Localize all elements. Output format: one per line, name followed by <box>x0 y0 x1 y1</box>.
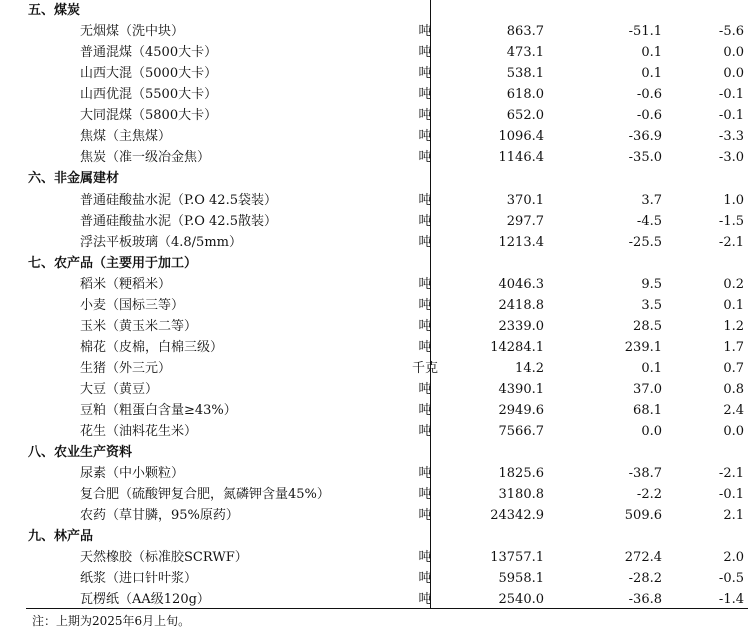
percent-change-cell: -0.1 <box>718 108 744 124</box>
change-cell: 3.5 <box>641 297 662 313</box>
percent-change-cell: 0.8 <box>723 381 744 397</box>
table-row <box>26 421 748 442</box>
table-row <box>26 568 748 589</box>
section-title: 五、煤炭 <box>28 3 81 18</box>
table-row <box>26 316 748 337</box>
change-cell: -28.2 <box>628 571 662 587</box>
table-row <box>26 274 748 295</box>
change-cell: 272.4 <box>624 550 662 566</box>
price-cell: 2540.0 <box>498 592 544 608</box>
section-header-row <box>26 442 748 463</box>
table-row <box>26 211 748 232</box>
table-row <box>26 463 748 484</box>
section-header-row <box>26 168 748 189</box>
change-cell: -36.8 <box>628 592 662 608</box>
unit-cell: 吨 <box>418 550 432 566</box>
unit-cell: 吨 <box>418 466 432 482</box>
table-row <box>26 232 748 253</box>
unit-cell: 吨 <box>418 592 432 608</box>
product-name: 玉米（黄玉米二等） <box>80 318 198 334</box>
price-table <box>26 0 748 609</box>
unit-cell: 吨 <box>418 297 432 313</box>
product-name: 大同混煤（5800大卡） <box>80 108 218 124</box>
price-cell: 1213.4 <box>498 234 544 250</box>
price-cell: 863.7 <box>506 24 544 40</box>
change-cell: -36.9 <box>628 129 662 145</box>
price-cell: 1096.4 <box>498 129 544 145</box>
table-row <box>26 63 748 84</box>
change-cell: -38.7 <box>628 466 662 482</box>
product-name: 浮法平板玻璃（4.8/5mm） <box>80 234 242 250</box>
percent-change-cell: 0.0 <box>723 424 744 439</box>
percent-change-cell: 2.0 <box>723 550 744 566</box>
price-cell: 538.1 <box>506 66 544 82</box>
percent-change-cell: 0.1 <box>723 297 744 313</box>
percent-change-cell: 0.0 <box>723 45 744 61</box>
footnote: 注：上期为2025年6月上旬。 <box>32 614 191 628</box>
product-name: 大豆（黄豆） <box>80 381 159 397</box>
table-row <box>26 105 748 126</box>
unit-cell: 吨 <box>418 276 432 292</box>
percent-change-cell: -3.3 <box>718 129 744 145</box>
product-name: 复合肥（硫酸钾复合肥，氮磷钾含量45%） <box>80 487 330 503</box>
unit-cell: 吨 <box>418 150 432 166</box>
section-header-row <box>26 0 748 21</box>
percent-change-cell: -3.0 <box>718 150 744 166</box>
unit-cell: 吨 <box>418 87 432 103</box>
percent-change-cell: -0.1 <box>718 87 744 103</box>
unit-cell: 吨 <box>418 66 432 82</box>
price-cell: 1825.6 <box>498 466 544 482</box>
product-name: 棉花（皮棉，白棉三级） <box>80 339 224 355</box>
product-name: 尿素（中小颗粒） <box>80 466 185 482</box>
percent-change-cell: 1.0 <box>723 192 744 208</box>
change-cell: -4.5 <box>636 213 662 229</box>
change-cell: 0.0 <box>641 424 662 439</box>
section-title: 八、农业生产资料 <box>28 445 133 461</box>
percent-change-cell: -1.5 <box>718 213 744 229</box>
table-row <box>26 295 748 316</box>
percent-change-cell: 0.2 <box>723 276 744 292</box>
price-cell: 1146.4 <box>498 150 544 166</box>
price-cell: 5958.1 <box>498 571 544 587</box>
section-header-row <box>26 526 748 547</box>
unit-cell: 吨 <box>418 402 432 418</box>
unit-cell: 吨 <box>418 424 432 439</box>
unit-cell: 吨 <box>418 487 432 503</box>
change-cell: 28.5 <box>633 318 662 334</box>
price-cell: 4046.3 <box>498 276 544 292</box>
table-row <box>26 337 748 358</box>
percent-change-cell: 1.2 <box>723 318 744 334</box>
section-title: 七、农产品（主要用于加工） <box>28 255 198 271</box>
change-cell: -0.6 <box>636 108 662 124</box>
product-name: 花生（油料花生米） <box>80 424 198 439</box>
price-cell: 2418.8 <box>498 297 544 313</box>
product-name: 瓦楞纸（AA级120g） <box>80 592 210 608</box>
product-name: 无烟煤（洗中块） <box>80 24 185 40</box>
price-cell: 7566.7 <box>498 424 544 439</box>
unit-cell: 吨 <box>418 108 432 124</box>
percent-change-cell: -2.1 <box>718 466 744 482</box>
table-row <box>26 84 748 105</box>
unit-cell: 吨 <box>418 234 432 250</box>
product-name: 焦炭（准一级冶金焦） <box>80 150 211 166</box>
unit-cell: 吨 <box>418 129 432 145</box>
percent-change-cell: 0.7 <box>723 360 744 376</box>
percent-change-cell: -1.4 <box>718 592 744 608</box>
percent-change-cell: -5.6 <box>718 24 744 40</box>
product-name: 天然橡胶（标准胶SCRWF） <box>80 550 248 566</box>
change-cell: 0.1 <box>641 66 662 82</box>
product-name: 稻米（粳稻米） <box>80 276 172 292</box>
unit-cell: 吨 <box>418 339 432 355</box>
change-cell: 0.1 <box>641 45 662 61</box>
product-name: 山西大混（5000大卡） <box>80 66 218 82</box>
unit-cell: 吨 <box>418 45 432 61</box>
table-row <box>26 379 748 400</box>
product-name: 纸浆（进口针叶浆） <box>80 571 198 587</box>
price-cell: 3180.8 <box>498 487 544 503</box>
product-name: 农药（草甘膦，95%原药） <box>80 508 239 524</box>
change-cell: -35.0 <box>628 150 662 166</box>
table-row <box>26 42 748 63</box>
unit-cell: 吨 <box>418 571 432 587</box>
table-row <box>26 147 748 168</box>
change-cell: 0.1 <box>641 360 662 376</box>
price-cell: 4390.1 <box>498 381 544 397</box>
price-cell: 2949.6 <box>498 402 544 418</box>
unit-cell: 吨 <box>418 192 432 208</box>
unit-cell: 吨 <box>418 318 432 334</box>
section-title: 九、林产品 <box>28 529 94 545</box>
product-name: 生猪（外三元） <box>80 360 172 376</box>
change-cell: 37.0 <box>633 381 662 397</box>
percent-change-cell: 2.1 <box>723 508 744 524</box>
section-title: 六、非金属建材 <box>28 171 120 187</box>
change-cell: -25.5 <box>628 234 662 250</box>
table-row <box>26 547 748 568</box>
price-cell: 2339.0 <box>498 318 544 334</box>
price-cell: 24342.9 <box>490 508 544 524</box>
change-cell: 239.1 <box>624 339 662 355</box>
change-cell: 9.5 <box>641 276 662 292</box>
unit-cell: 吨 <box>418 381 432 397</box>
price-cell: 14284.1 <box>490 339 544 355</box>
percent-change-cell: 0.0 <box>723 66 744 82</box>
price-cell: 297.7 <box>506 213 544 229</box>
table-row <box>26 21 748 42</box>
unit-cell: 吨 <box>418 213 432 229</box>
product-name: 普通硅酸盐水泥（P.O 42.5散装） <box>80 213 277 229</box>
unit-cell: 吨 <box>418 508 432 524</box>
change-cell: 509.6 <box>624 508 662 524</box>
table-row <box>26 505 748 526</box>
change-cell: -0.6 <box>636 87 662 103</box>
unit-cell: 千克 <box>411 360 438 376</box>
table-row <box>26 358 748 379</box>
price-cell: 473.1 <box>506 45 544 61</box>
table-row <box>26 589 748 610</box>
change-cell: -51.1 <box>628 24 662 40</box>
change-cell: -2.2 <box>636 487 662 503</box>
table-row <box>26 126 748 147</box>
price-cell: 652.0 <box>506 108 544 124</box>
price-cell: 618.0 <box>506 87 544 103</box>
product-name: 豆粕（粗蛋白含量≥43%） <box>80 402 237 418</box>
percent-change-cell: -0.5 <box>718 571 744 587</box>
price-cell: 13757.1 <box>490 550 544 566</box>
unit-cell: 吨 <box>418 24 432 40</box>
percent-change-cell: 2.4 <box>723 402 744 418</box>
table-row <box>26 400 748 421</box>
change-cell: 68.1 <box>633 402 662 418</box>
table-row <box>26 190 748 211</box>
product-name: 山西优混（5500大卡） <box>80 87 218 103</box>
price-cell: 14.2 <box>515 360 544 376</box>
percent-change-cell: -0.1 <box>718 487 744 503</box>
product-name: 普通硅酸盐水泥（P.O 42.5袋装） <box>80 192 277 208</box>
table-row <box>26 484 748 505</box>
section-header-row <box>26 253 748 274</box>
percent-change-cell: 1.7 <box>723 339 744 355</box>
price-cell: 370.1 <box>506 192 544 208</box>
change-cell: 3.7 <box>641 192 662 208</box>
product-name: 焦煤（主焦煤） <box>80 129 172 145</box>
product-name: 小麦（国标三等） <box>80 297 185 313</box>
percent-change-cell: -2.1 <box>718 234 744 250</box>
product-name: 普通混煤（4500大卡） <box>80 45 218 61</box>
